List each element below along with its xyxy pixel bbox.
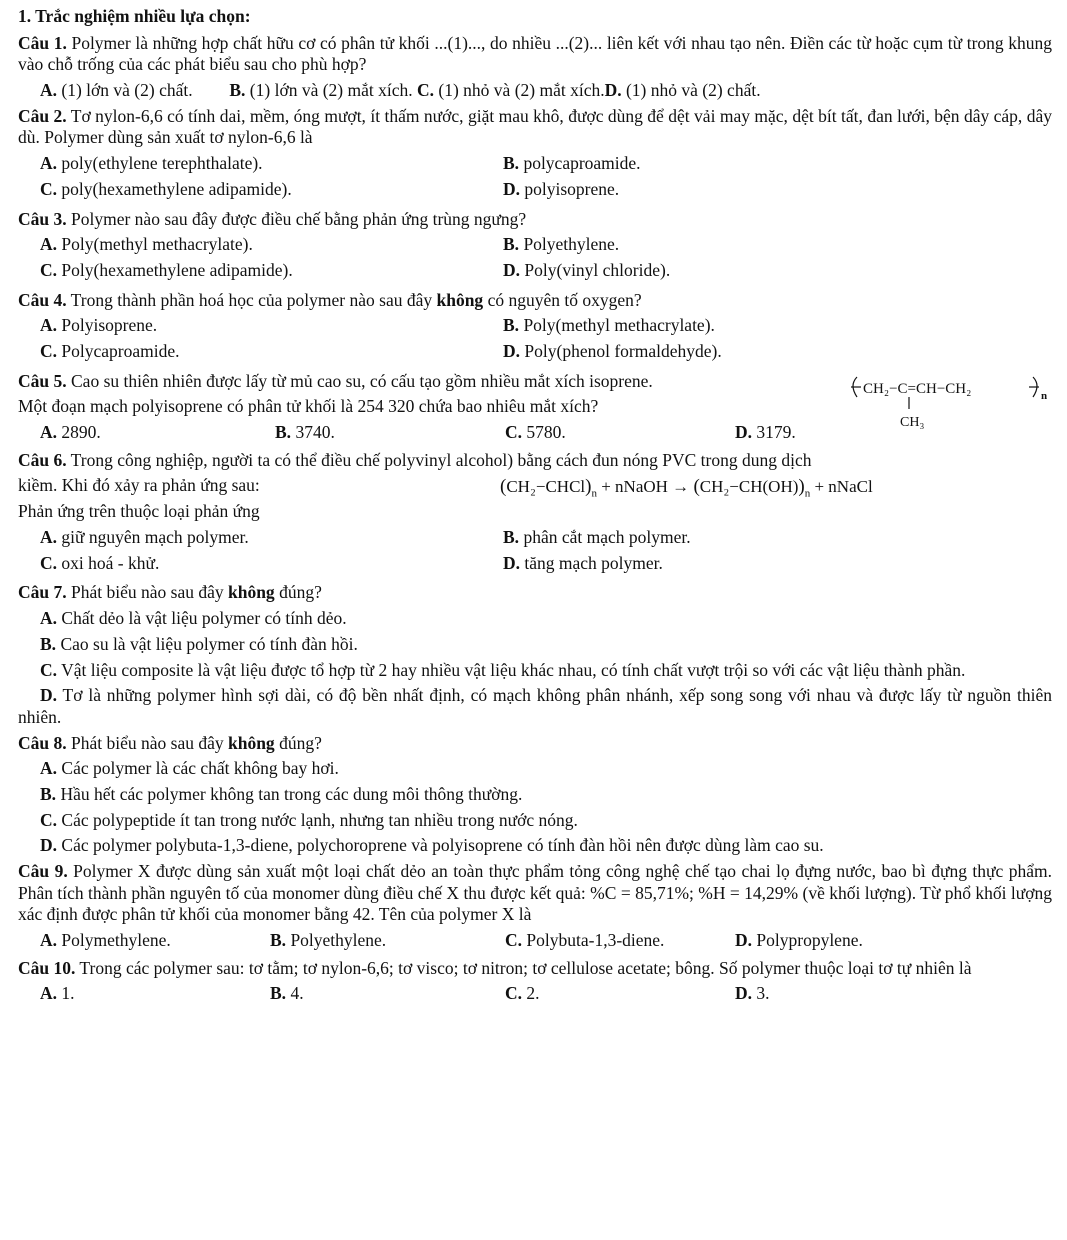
option-d: D. Các polymer polybuta-1,3-diene, polychoroprene và polyisoprene có tính đàn hồi nên được dùng làm cao su. — [40, 835, 824, 856]
option-b: B. (1) lớn và (2) mắt xích. — [229, 80, 413, 101]
option-d: D. (1) nhỏ và (2) chất. — [604, 80, 761, 101]
isoprene-formula — [847, 371, 1052, 433]
option-a: A. Polyisoprene. — [40, 315, 158, 336]
question-text-line2: Một đoạn mạch polyisoprene có phân tử khối là 254 320 chứa bao nhiêu mắt xích? — [18, 396, 599, 417]
formula-branch: CH₃ — [900, 414, 925, 430]
option-d: D. Poly(vinyl chloride). — [503, 259, 671, 280]
options — [18, 527, 1052, 578]
question-label: Câu 1. — [18, 32, 67, 53]
option-d: D. Tơ là những polymer hình sợi dài, có độ bền nhất định, có mạch không phân nhánh, xếp song song với nhau và được lấy từ nguồn thiên nhiên. — [18, 685, 1052, 727]
option-c: C. poly(hexamethylene adipamide). — [40, 178, 292, 199]
question-3 — [18, 209, 1052, 286]
options — [18, 930, 1052, 954]
option-c: C. Vật liệu composite là vật liệu được tổ hợp từ 2 hay nhiều vật liệu khác nhau, có tính chất vượt trội so với các vật liệu thành phần. — [40, 659, 966, 680]
option-a: A. Polymethylene. — [40, 930, 171, 951]
question-4 — [18, 290, 1052, 367]
option-c: C. Polybuta-1,3-diene. — [505, 930, 665, 951]
options — [18, 315, 1052, 366]
question-text: Câu 8. Phát biểu nào sau đây không đúng? — [18, 732, 322, 753]
question-9 — [18, 861, 1052, 954]
option-b: B. phân cắt mạch polymer. — [503, 527, 691, 548]
question-text: Câu 2. Tơ nylon-6,6 có tính dai, mềm, óng mượt, ít thấm nước, giặt mau khô, được dùng để dệt vải may mặc, dệt bít tất, đan lưới, bện dây cáp, dây dù. Polymer dùng sản xuất tơ nylon-6,6 là — [18, 105, 1052, 148]
option-a: A. Chất dẻo là vật liệu polymer có tính dẻo. — [40, 608, 347, 629]
option-b: B. Cao su là vật liệu polymer có tính đàn hồi. — [40, 633, 358, 654]
question-text: Câu 10. Trong các polymer sau: tơ tằm; tơ nylon-6,6; tơ visco; tơ nitron; tơ cellulose acetate; bông. Số polymer thuộc loại tơ tự nhiên là — [18, 957, 972, 978]
options — [18, 983, 1052, 1007]
question-text: Câu 5. Cao su thiên nhiên được lấy từ mủ cao su, có cấu tạo gồm nhiều mắt xích isoprene. — [18, 370, 653, 391]
option-d: D. 3. — [735, 983, 770, 1004]
options — [18, 758, 1052, 857]
option-b: B. polycaproamide. — [503, 153, 641, 174]
question-label: Câu 7. — [18, 582, 67, 603]
question-text: Câu 9. Polymer X được dùng sản xuất một loại chất dẻo an toàn thực phẩm tỏng công nghệ chế tạo chai lọ đựng nước, bao bì đựng thực phẩm. Phân tích thành phần nguyên tố của monomer dùng điều chế X thu được kết quả: %C = 85,71%; %H = 14,29% (về khối lượng). Từ phổ khối lượng xác định được phân tử khối của monomer bằng 42. Tên của polymer X là — [18, 861, 1052, 925]
question-text: Câu 3. Polymer nào sau đây được điều chế bằng phản ứng trùng ngưng? — [18, 208, 527, 229]
option-b: B. Polyethylene. — [503, 234, 620, 255]
option-a: A. 2890. — [40, 422, 101, 442]
option-a: A. Các polymer là các chất không bay hơi. — [40, 758, 339, 779]
question-7 — [18, 582, 1052, 728]
formula-n: n — [1041, 389, 1048, 402]
question-text: Câu 7. Phát biểu nào sau đây không đúng? — [18, 582, 322, 603]
option-d: D. tăng mạch polymer. — [503, 552, 663, 573]
option-b: B. Polyethylene. — [270, 930, 387, 951]
question-8 — [18, 733, 1052, 857]
formula-main: CH₂−C=CH−CH₂ — [863, 380, 972, 397]
option-a: A. Poly(methyl methacrylate). — [40, 234, 253, 255]
option-a: A. giữ nguyên mạch polymer. — [40, 527, 249, 548]
question-6 — [18, 450, 1052, 579]
question-text: Câu 1. Polymer là những hợp chất hữu cơ có phân tử khối ...(1)..., do nhiều ...(2)... liên kết với nhau tạo nên. Điền các từ hoặc cụm từ trong khung vào chỗ trống của các phát biểu sau cho phù hợp? — [18, 32, 1053, 75]
question-label: Câu 9. — [18, 861, 68, 881]
option-a: A. (1) lớn và (2) chất. — [40, 80, 193, 101]
document-page — [18, 6, 1052, 1011]
option-a: A. poly(ethylene terephthalate). — [40, 153, 263, 174]
option-d: D. polyisoprene. — [503, 178, 620, 199]
option-d: D. 3179. — [735, 422, 796, 442]
option-b: B. 3740. — [275, 422, 335, 442]
options — [18, 153, 1052, 204]
section-heading: 1. Trắc nghiệm nhiều lựa chọn: — [18, 6, 251, 26]
question-label: Câu 2. — [18, 105, 67, 126]
option-b: B. Hầu hết các polymer không tan trong các dung môi thông thường. — [40, 783, 523, 804]
question-text-line3: Phản ứng trên thuộc loại phản ứng — [18, 501, 260, 522]
option-d: D. Poly(phenol formaldehyde). — [503, 340, 722, 361]
option-d: D. Polypropylene. — [735, 930, 863, 951]
question-text: Câu 6. Trong công nghiệp, người ta có thể điều chế polyvinyl alcohol) bằng cách đun nóng PVC trong dung dịch — [18, 449, 812, 470]
question-label: Câu 8. — [18, 732, 67, 753]
option-c: C. Polycaproamide. — [40, 340, 180, 361]
question-text-line2: kiềm. Khi đó xảy ra phản ứng sau: $(CH_2-CHCl)_n$ + nNaOH → $(CH_2-CH(OH))_n$ + nNaCl — [18, 475, 873, 500]
question-label: Câu 3. — [18, 208, 67, 229]
option-c: C. (1) nhỏ và (2) mắt xích. — [417, 80, 605, 101]
option-b: B. Poly(methyl methacrylate). — [503, 315, 715, 336]
option-b: B. 4. — [270, 983, 304, 1004]
option-c: C. Poly(hexamethylene adipamide). — [40, 259, 293, 280]
reaction-equation: $(CH_2-CHCl)_n$ + nNaOH → $(CH_2-CH(OH))_n$ + nNaCl — [500, 476, 873, 500]
options — [18, 80, 1052, 102]
question-10 — [18, 958, 1052, 1007]
options — [18, 234, 1052, 285]
question-label: Câu 5. — [18, 370, 67, 391]
option-c: C. oxi hoá - khử. — [40, 552, 160, 573]
option-c: C. 5780. — [505, 422, 566, 442]
options — [18, 608, 1052, 728]
option-c: C. 2. — [505, 983, 540, 1004]
question-1 — [18, 33, 1052, 102]
question-label: Câu 6. — [18, 449, 67, 470]
question-5 — [18, 371, 1052, 446]
question-text: Câu 4. Trong thành phần hoá học của polymer nào sau đây không có nguyên tố oxygen? — [18, 289, 642, 310]
question-2 — [18, 106, 1052, 205]
option-c: C. Các polypeptide ít tan trong nước lạnh, nhưng tan nhiều trong nước nóng. — [40, 809, 578, 830]
option-a: A. 1. — [40, 983, 75, 1004]
question-label: Câu 4. — [18, 289, 67, 310]
question-label: Câu 10. — [18, 957, 76, 978]
